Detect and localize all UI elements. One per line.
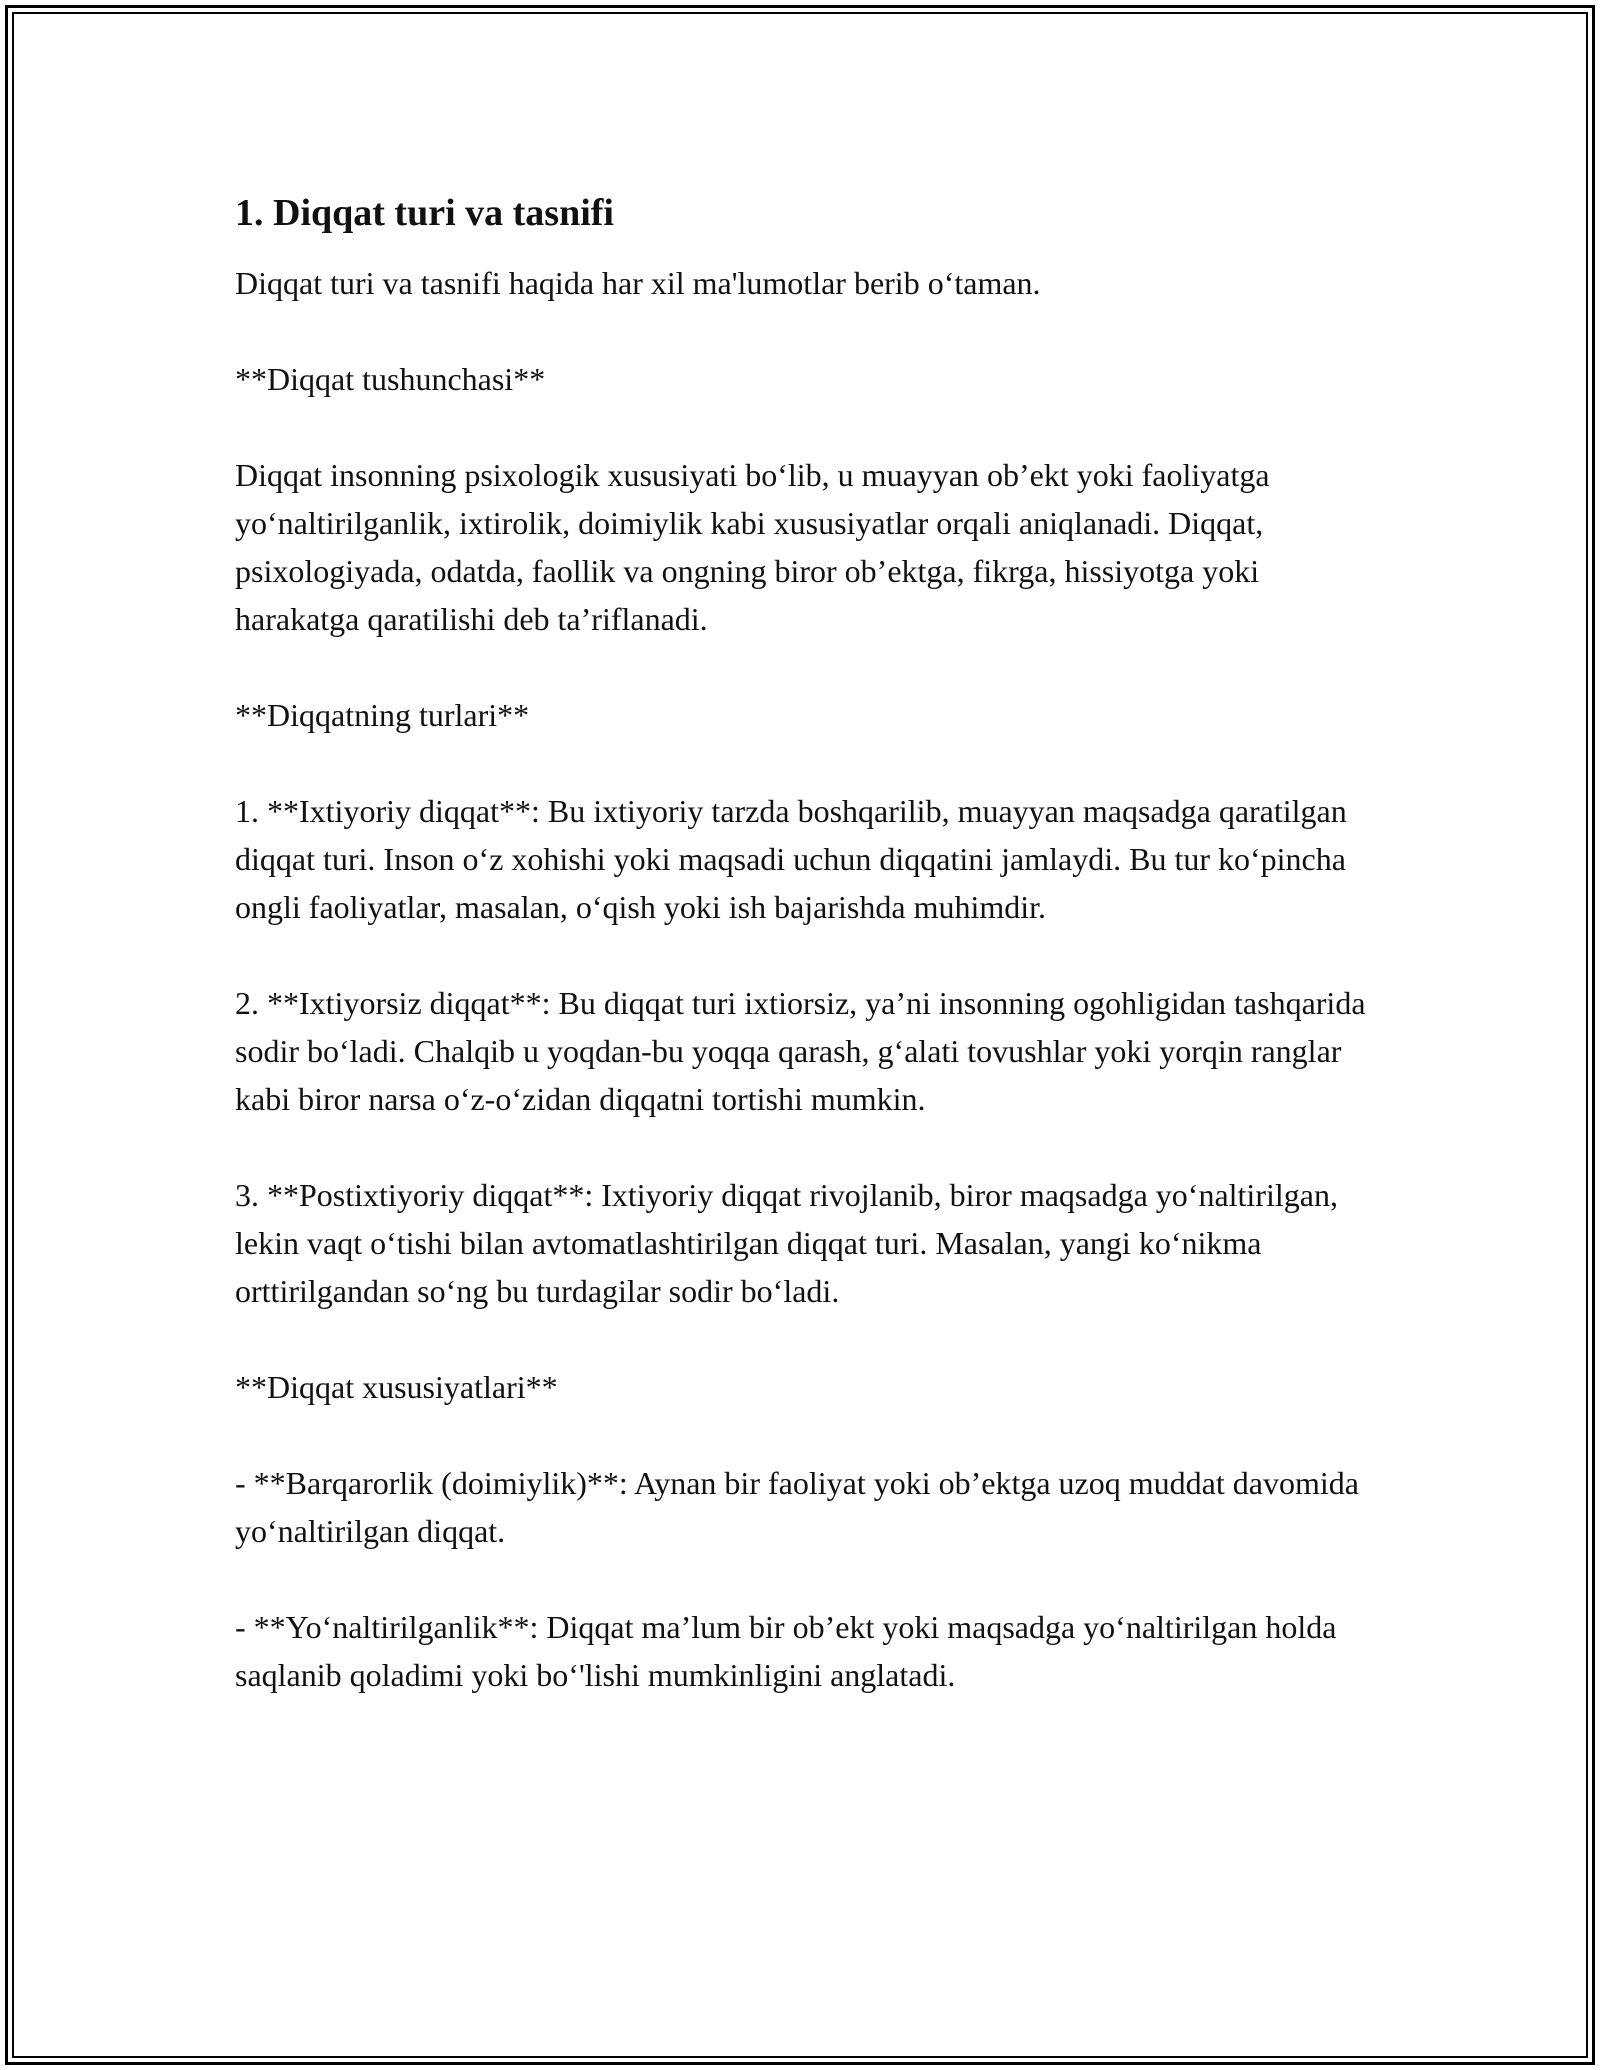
type-postvoluntary-paragraph: 3. **Postixtiyoriy diqqat**: Ixtiyoriy diqqat rivojlanib, biror maqsadga yo‘naltirilgan, lekin vaqt o‘tishi bilan avtomatlashtirilgan diqqat turi. Masalan, yangi ko‘nikma orttirilgandan so‘ng bu turdagilar sodir bo‘ladi. — [235, 1177, 1338, 1309]
property-direction-paragraph: - **Yo‘naltirilganlik**: Diqqat ma’lum bir ob’ekt yoki maqsadga yo‘naltirilgan holda saqlanib qoladimi yoki bo‘'lishi mumkinligini anglatadi. — [235, 1609, 1337, 1693]
concept-paragraph: Diqqat insonning psixologik xususiyati bo‘lib, u muayyan ob’ekt yoki faoliyatga yo‘naltirilganlik, ixtirolik, doimiylik kabi xususiyatlar orqali aniqlanadi. Diqqat, psixologiyada, odatda, faollik va ongning biror ob’ektga, fikrga, hissiyotga yoki harakatga qaratilishi deb ta’riflanadi. — [235, 457, 1270, 637]
property-stability-paragraph: - **Barqarorlik (doimiylik)**: Aynan bir faoliyat yoki ob’ektga uzoq muddat davomida yo‘naltirilgan diqqat. — [235, 1465, 1359, 1549]
document-body — [235, 185, 1375, 1747]
subheading-attention-types: **Diqqatning turlari** — [235, 697, 530, 733]
section-heading: 1. Diqqat turi va tasnifi — [235, 192, 614, 234]
intro-paragraph: Diqqat turi va tasnifi haqida har xil ma'lumotlar berib o‘taman. — [235, 265, 1041, 301]
type-involuntary-paragraph: 2. **Ixtiyorsiz diqqat**: Bu diqqat turi ixtiorsiz, ya’ni insonning ogohligidan tashqarida sodir bo‘ladi. Chalqib u yoqdan-bu yoqqa qarash, g‘alati tovushlar yoki yorqin ranglar kabi biror narsa o‘z-o‘zidan diqqatni tortishi mumkin. — [235, 985, 1366, 1117]
subheading-attention-concept: **Diqqat tushunchasi** — [235, 361, 546, 397]
type-voluntary-paragraph: 1. **Ixtiyoriy diqqat**: Bu ixtiyoriy tarzda boshqarilib, muayyan maqsadga qaratilgan diqqat turi. Inson o‘z xohishi yoki maqsadi uchun diqqatini jamlaydi. Bu tur ko‘pincha ongli faoliyatlar, masalan, o‘qish yoki ish bajarishda muhimdir. — [235, 793, 1347, 925]
subheading-attention-properties: **Diqqat xususiyatlari** — [235, 1369, 558, 1405]
